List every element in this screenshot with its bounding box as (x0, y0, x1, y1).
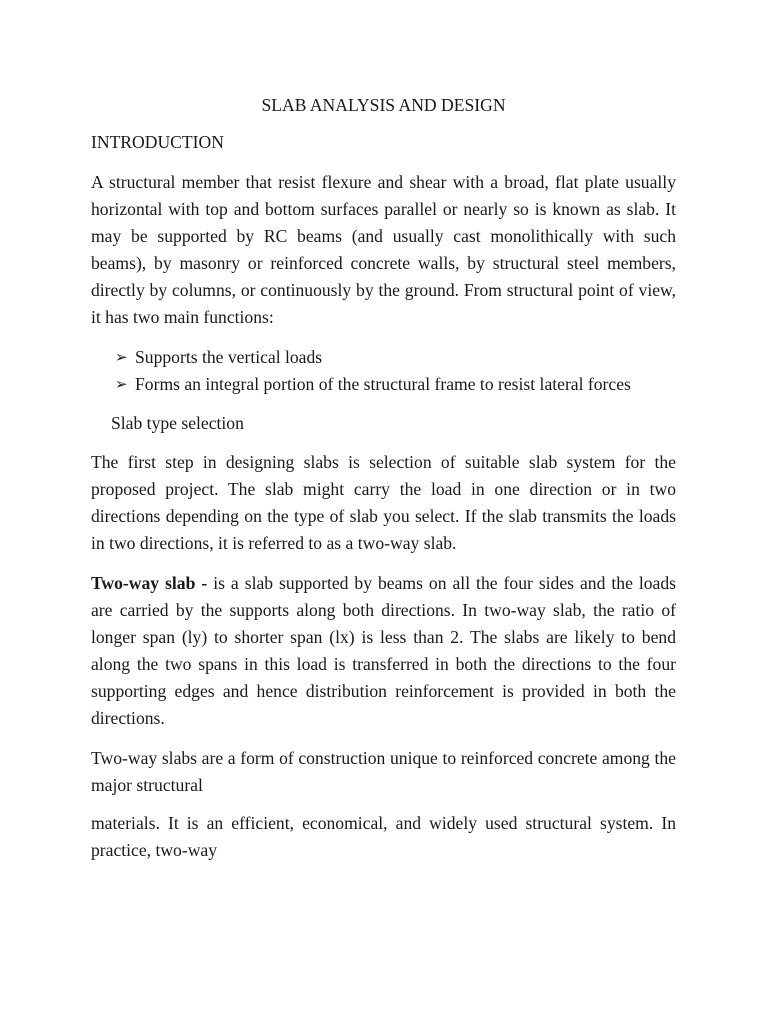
list-item (115, 344, 676, 371)
two-way-slab-definition: is a slab supported by beams on all the four sides and the loads are carried by the supports along both directions. In two-way slab, the ratio of longer span (ly) to shorter span (lx) is less than 2. The slabs are likely to bend along the two spans in this load is transferred in both the directions to the four supporting edges and hence distribution reinforcement is provided in both the directions. (91, 573, 676, 728)
intro-paragraph: A structural member that resist flexure and shear with a broad, flat plate usually horizontal with top and bottom surfaces parallel or nearly so is known as slab. It may be supported by RC beams (and usually cast monolithically with such beams), by masonry or reinforced concrete walls, by structural steel members, directly by columns, or continuously by the ground. From structural point of view, it has two main functions: (91, 172, 676, 327)
selection-paragraph: The first step in designing slabs is selection of suitable slab system for the proposed project. The slab might carry the load in one direction or in two directions depending on the type of slab you select. If the slab transmits the loads in two directions, it is referred to as a two-way slab. (91, 452, 676, 553)
materials-paragraph: materials. It is an efficient, economical, and widely used structural system. In practice, two-way (91, 813, 676, 860)
two-way-slab-term: Two-way slab - (91, 573, 208, 593)
section-heading: INTRODUCTION (91, 132, 224, 152)
construction-form-paragraph: Two-way slabs are a form of construction unique to reinforced concrete among the major structural (91, 748, 676, 795)
list-item-text: Forms an integral portion of the structural frame to resist lateral forces (135, 374, 631, 394)
function-list (91, 344, 676, 398)
arrow-bullet-icon: ➢ (115, 375, 128, 393)
arrow-bullet-icon: ➢ (115, 348, 128, 366)
list-item-text: Supports the vertical loads (135, 347, 323, 367)
slab-type-subheading: Slab type selection (111, 413, 244, 433)
document-page (91, 92, 676, 877)
two-way-slab-paragraph (91, 570, 676, 732)
list-item (115, 371, 676, 398)
document-title: SLAB ANALYSIS AND DESIGN (261, 95, 506, 115)
